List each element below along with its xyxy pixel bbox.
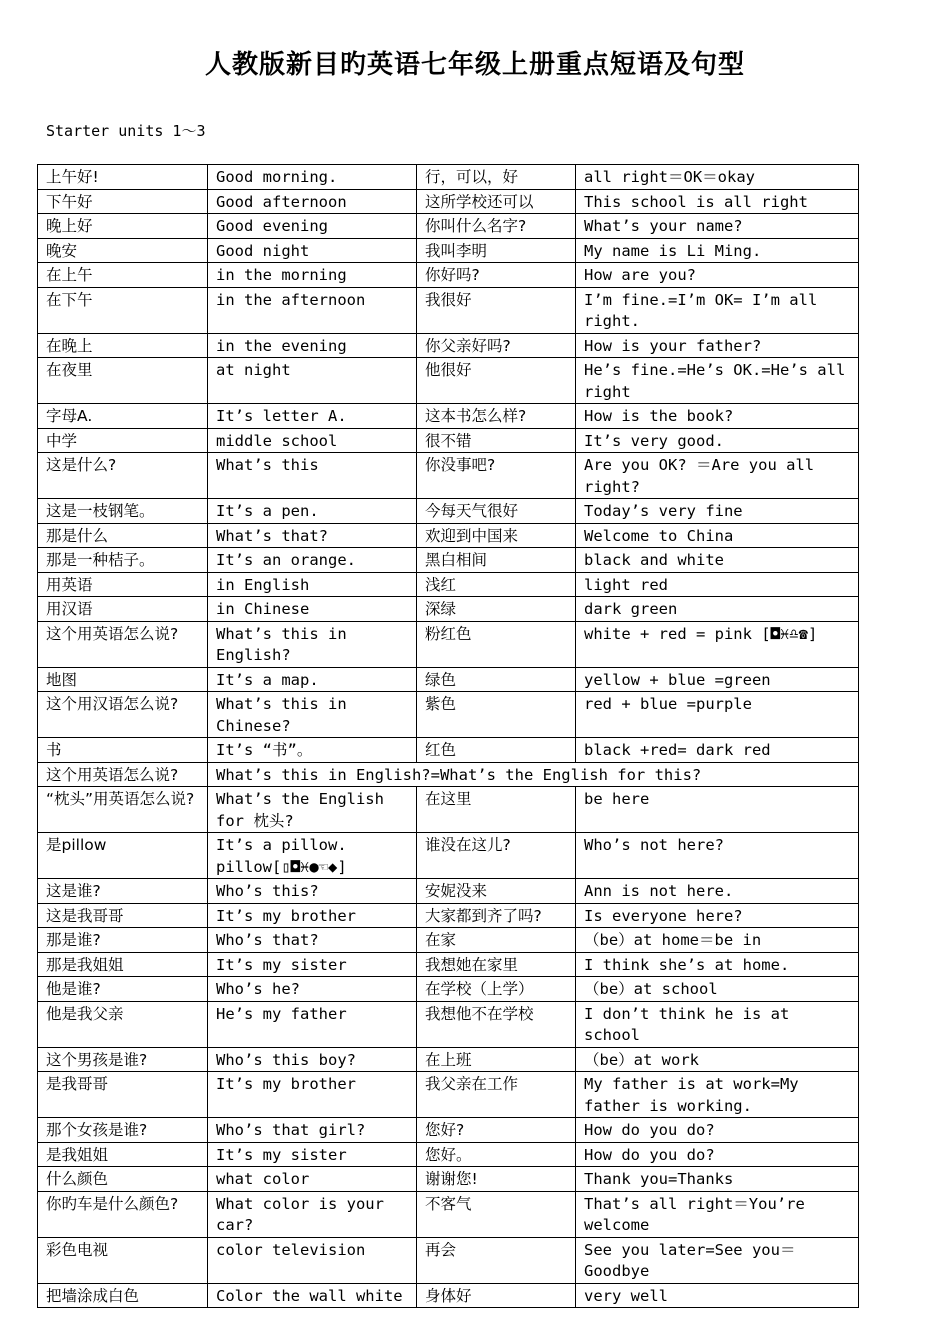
chinese-sentence-cell: 红色 [417, 738, 576, 763]
english-phrase-cell: in the afternoon [208, 287, 417, 333]
english-phrase-cell: Good morning. [208, 165, 417, 190]
chinese-sentence-cell: 你没事吧? [417, 453, 576, 499]
chinese-sentence-cell: 深绿 [417, 597, 576, 622]
chinese-sentence-cell: 在上班 [417, 1047, 576, 1072]
chinese-sentence-cell: 浅红 [417, 572, 576, 597]
chinese-phrase-cell: 彩色电视 [38, 1237, 208, 1283]
table-row [38, 738, 859, 763]
english-phrase-cell: Who’s he? [208, 977, 417, 1002]
english-phrase-cell: It’s a pen. [208, 499, 417, 524]
english-sentence-cell: What’s your name? [576, 214, 859, 239]
table-row [38, 1167, 859, 1192]
english-sentence-cell: How is the book? [576, 404, 859, 429]
english-sentence-cell: Are you OK? ＝Are you all right? [576, 453, 859, 499]
table-row [38, 263, 859, 288]
chinese-phrase-cell: 地图 [38, 667, 208, 692]
chinese-sentence-cell: 再会 [417, 1237, 576, 1283]
table-row [38, 548, 859, 573]
table-row [38, 358, 859, 404]
english-sentence-cell: （be）at work [576, 1047, 859, 1072]
table-row [38, 428, 859, 453]
chinese-phrase-cell: 那是谁? [38, 928, 208, 953]
english-phrase-cell: at night [208, 358, 417, 404]
english-phrase-cell: Who’s that girl? [208, 1118, 417, 1143]
table-row [38, 692, 859, 738]
phrase-table-body [38, 165, 859, 1308]
english-sentence-cell: be here [576, 787, 859, 833]
chinese-sentence-cell: 黑白相间 [417, 548, 576, 573]
table-row [38, 1118, 859, 1143]
chinese-sentence-cell: 谢谢您! [417, 1167, 576, 1192]
english-sentence-cell: It’s very good. [576, 428, 859, 453]
english-phrase-cell: It’s a pillow. pillow[▯◘♓●☜◆] [208, 833, 417, 879]
chinese-phrase-cell: 这是一枝钢笔。 [38, 499, 208, 524]
english-sentence-cell: How do you do? [576, 1142, 859, 1167]
english-phrase-cell: It’s my brother [208, 903, 417, 928]
chinese-phrase-cell: 在下午 [38, 287, 208, 333]
english-phrase-cell: It’s my brother [208, 1072, 417, 1118]
table-row [38, 833, 859, 879]
chinese-phrase-cell: 上午好! [38, 165, 208, 190]
chinese-sentence-cell: 紫色 [417, 692, 576, 738]
english-sentence-cell: dark green [576, 597, 859, 622]
chinese-phrase-cell: 你旳车是什么颜色? [38, 1191, 208, 1237]
english-phrase-cell: It’s my sister [208, 952, 417, 977]
table-row [38, 1283, 859, 1308]
table-row [38, 667, 859, 692]
chinese-sentence-cell: 欢迎到中国来 [417, 523, 576, 548]
chinese-phrase-cell: 把墙涂成白色 [38, 1283, 208, 1308]
chinese-sentence-cell: 在学校（上学） [417, 977, 576, 1002]
table-row [38, 597, 859, 622]
english-sentence-cell: light red [576, 572, 859, 597]
table-row [38, 189, 859, 214]
english-phrase-cell: It’s my sister [208, 1142, 417, 1167]
table-row [38, 165, 859, 190]
chinese-sentence-cell: 很不错 [417, 428, 576, 453]
english-sentence-cell: See you later=See you＝Goodbye [576, 1237, 859, 1283]
chinese-sentence-cell: 你好吗? [417, 263, 576, 288]
chinese-sentence-cell: 您好? [417, 1118, 576, 1143]
chinese-sentence-cell: 绿色 [417, 667, 576, 692]
chinese-phrase-cell: “枕头”用英语怎么说? [38, 787, 208, 833]
chinese-phrase-cell: 在夜里 [38, 358, 208, 404]
chinese-phrase-cell: 这个用英语怎么说? [38, 621, 208, 667]
table-row [38, 621, 859, 667]
chinese-sentence-cell: 您好。 [417, 1142, 576, 1167]
english-sentence-cell: How is your father? [576, 333, 859, 358]
english-phrase-cell: He’s my father [208, 1001, 417, 1047]
english-phrase-cell: What’s this in English? [208, 621, 417, 667]
table-row [38, 1001, 859, 1047]
english-phrase-cell: What’s that? [208, 523, 417, 548]
english-sentence-cell: My father is at work=My father is working. [576, 1072, 859, 1118]
chinese-phrase-cell: 那个女孩是谁? [38, 1118, 208, 1143]
chinese-phrase-cell: 这是什么? [38, 453, 208, 499]
chinese-sentence-cell: 他很好 [417, 358, 576, 404]
chinese-phrase-cell: 这个用汉语怎么说? [38, 692, 208, 738]
table-row [38, 333, 859, 358]
english-phrase-cell: in Chinese [208, 597, 417, 622]
english-sentence-cell: （be）at school [576, 977, 859, 1002]
chinese-phrase-cell: 这是谁? [38, 879, 208, 904]
english-phrase-cell: What color is your car? [208, 1191, 417, 1237]
table-row [38, 952, 859, 977]
english-phrase-cell: What’s this [208, 453, 417, 499]
chinese-sentence-cell: 在这里 [417, 787, 576, 833]
chinese-sentence-cell: 不客气 [417, 1191, 576, 1237]
chinese-phrase-cell: 什么颜色 [38, 1167, 208, 1192]
english-sentence-cell: This school is all right [576, 189, 859, 214]
english-sentence-cell: （be）at home＝be in [576, 928, 859, 953]
chinese-phrase-cell: 中学 [38, 428, 208, 453]
chinese-phrase-cell: 是我姐姐 [38, 1142, 208, 1167]
page-title: 人教版新目旳英语七年级上册重点短语及句型 [204, 50, 745, 80]
english-phrase-cell: Who’s this? [208, 879, 417, 904]
english-sentence-cell: How do you do? [576, 1118, 859, 1143]
english-phrase-cell: Good night [208, 238, 417, 263]
english-sentence-cell: My name is Li Ming. [576, 238, 859, 263]
english-phrase-cell: Good afternoon [208, 189, 417, 214]
chinese-sentence-cell: 身体好 [417, 1283, 576, 1308]
chinese-phrase-cell: 那是我姐姐 [38, 952, 208, 977]
table-row [38, 1047, 859, 1072]
chinese-sentence-cell: 我父亲在工作 [417, 1072, 576, 1118]
chinese-phrase-cell: 晚安 [38, 238, 208, 263]
section-subtitle: Starter units 1～3 [46, 122, 206, 140]
chinese-sentence-cell: 我想她在家里 [417, 952, 576, 977]
chinese-sentence-cell: 行，可以，好 [417, 165, 576, 190]
chinese-sentence-cell: 安妮没来 [417, 879, 576, 904]
table-row [38, 572, 859, 597]
chinese-sentence-cell: 大家都到齐了吗? [417, 903, 576, 928]
english-sentence-cell: red + blue =purple [576, 692, 859, 738]
english-sentence-cell: all right＝OK＝okay [576, 165, 859, 190]
english-phrase-cell: middle school [208, 428, 417, 453]
chinese-sentence-cell: 粉红色 [417, 621, 576, 667]
table-row [38, 499, 859, 524]
chinese-sentence-cell: 今每天气很好 [417, 499, 576, 524]
table-row [38, 762, 859, 787]
chinese-phrase-cell: 用英语 [38, 572, 208, 597]
english-phrase-cell: in the morning [208, 263, 417, 288]
chinese-sentence-cell: 我叫李明 [417, 238, 576, 263]
chinese-phrase-cell: 那是什么 [38, 523, 208, 548]
table-row [38, 879, 859, 904]
chinese-sentence-cell: 你叫什么名字? [417, 214, 576, 239]
chinese-phrase-cell: 是pillow [38, 833, 208, 879]
english-sentence-cell: black +red= dark red [576, 738, 859, 763]
chinese-sentence-cell: 我很好 [417, 287, 576, 333]
english-phrase-cell: Who’s that? [208, 928, 417, 953]
table-row [38, 903, 859, 928]
chinese-phrase-cell: 他是我父亲 [38, 1001, 208, 1047]
chinese-phrase-cell: 在上午 [38, 263, 208, 288]
english-phrase-cell: What’s this in English?=What’s the English for this? [208, 762, 859, 787]
table-row [38, 214, 859, 239]
chinese-sentence-cell: 你父亲好吗? [417, 333, 576, 358]
chinese-phrase-cell: 他是谁? [38, 977, 208, 1002]
english-phrase-cell: Good evening [208, 214, 417, 239]
english-sentence-cell: I’m fine.=I’m OK= I’m all right. [576, 287, 859, 333]
phrase-table [37, 164, 859, 1308]
english-phrase-cell: What’s the English for 枕头? [208, 787, 417, 833]
english-phrase-cell: in English [208, 572, 417, 597]
english-sentence-cell: That’s all right＝You’re welcome [576, 1191, 859, 1237]
chinese-phrase-cell: 用汉语 [38, 597, 208, 622]
table-row [38, 1237, 859, 1283]
table-row [38, 1191, 859, 1237]
chinese-phrase-cell: 书 [38, 738, 208, 763]
english-sentence-cell: very well [576, 1283, 859, 1308]
table-row [38, 1072, 859, 1118]
english-sentence-cell: Ann is not here. [576, 879, 859, 904]
chinese-phrase-cell: 是我哥哥 [38, 1072, 208, 1118]
english-sentence-cell: Thank you=Thanks [576, 1167, 859, 1192]
english-sentence-cell: Today’s very fine [576, 499, 859, 524]
english-phrase-cell: It’s “书”。 [208, 738, 417, 763]
english-phrase-cell: color television [208, 1237, 417, 1283]
english-sentence-cell: Who’s not here? [576, 833, 859, 879]
table-row [38, 453, 859, 499]
english-phrase-cell: What’s this in Chinese? [208, 692, 417, 738]
table-row [38, 287, 859, 333]
chinese-sentence-cell: 这本书怎么样? [417, 404, 576, 429]
english-sentence-cell: How are you? [576, 263, 859, 288]
chinese-phrase-cell: 这是我哥哥 [38, 903, 208, 928]
english-sentence-cell: black and white [576, 548, 859, 573]
english-sentence-cell: yellow + blue =green [576, 667, 859, 692]
english-phrase-cell: in the evening [208, 333, 417, 358]
chinese-phrase-cell: 晚上好 [38, 214, 208, 239]
chinese-sentence-cell: 谁没在这儿? [417, 833, 576, 879]
table-row [38, 928, 859, 953]
english-sentence-cell: I don’t think he is at school [576, 1001, 859, 1047]
chinese-phrase-cell: 在晚上 [38, 333, 208, 358]
english-phrase-cell: It’s a map. [208, 667, 417, 692]
english-sentence-cell: white + red = pink [◘♓♎☎] [576, 621, 859, 667]
english-sentence-cell: He’s fine.=He’s OK.=He’s all right [576, 358, 859, 404]
chinese-phrase-cell: 字母A. [38, 404, 208, 429]
chinese-phrase-cell: 那是一种桔子。 [38, 548, 208, 573]
chinese-phrase-cell: 这个男孩是谁? [38, 1047, 208, 1072]
chinese-sentence-cell: 这所学校还可以 [417, 189, 576, 214]
english-sentence-cell: Is everyone here? [576, 903, 859, 928]
english-phrase-cell: what color [208, 1167, 417, 1192]
table-row [38, 1142, 859, 1167]
english-phrase-cell: It’s letter A. [208, 404, 417, 429]
table-row [38, 404, 859, 429]
chinese-sentence-cell: 在家 [417, 928, 576, 953]
english-phrase-cell: Color the wall white [208, 1283, 417, 1308]
table-row [38, 787, 859, 833]
english-sentence-cell: Welcome to China [576, 523, 859, 548]
table-row [38, 238, 859, 263]
table-row [38, 977, 859, 1002]
chinese-sentence-cell: 我想他不在学校 [417, 1001, 576, 1047]
chinese-phrase-cell: 这个用英语怎么说? [38, 762, 208, 787]
english-phrase-cell: Who’s this boy? [208, 1047, 417, 1072]
table-row [38, 523, 859, 548]
chinese-phrase-cell: 下午好 [38, 189, 208, 214]
english-sentence-cell: I think she’s at home. [576, 952, 859, 977]
english-phrase-cell: It’s an orange. [208, 548, 417, 573]
